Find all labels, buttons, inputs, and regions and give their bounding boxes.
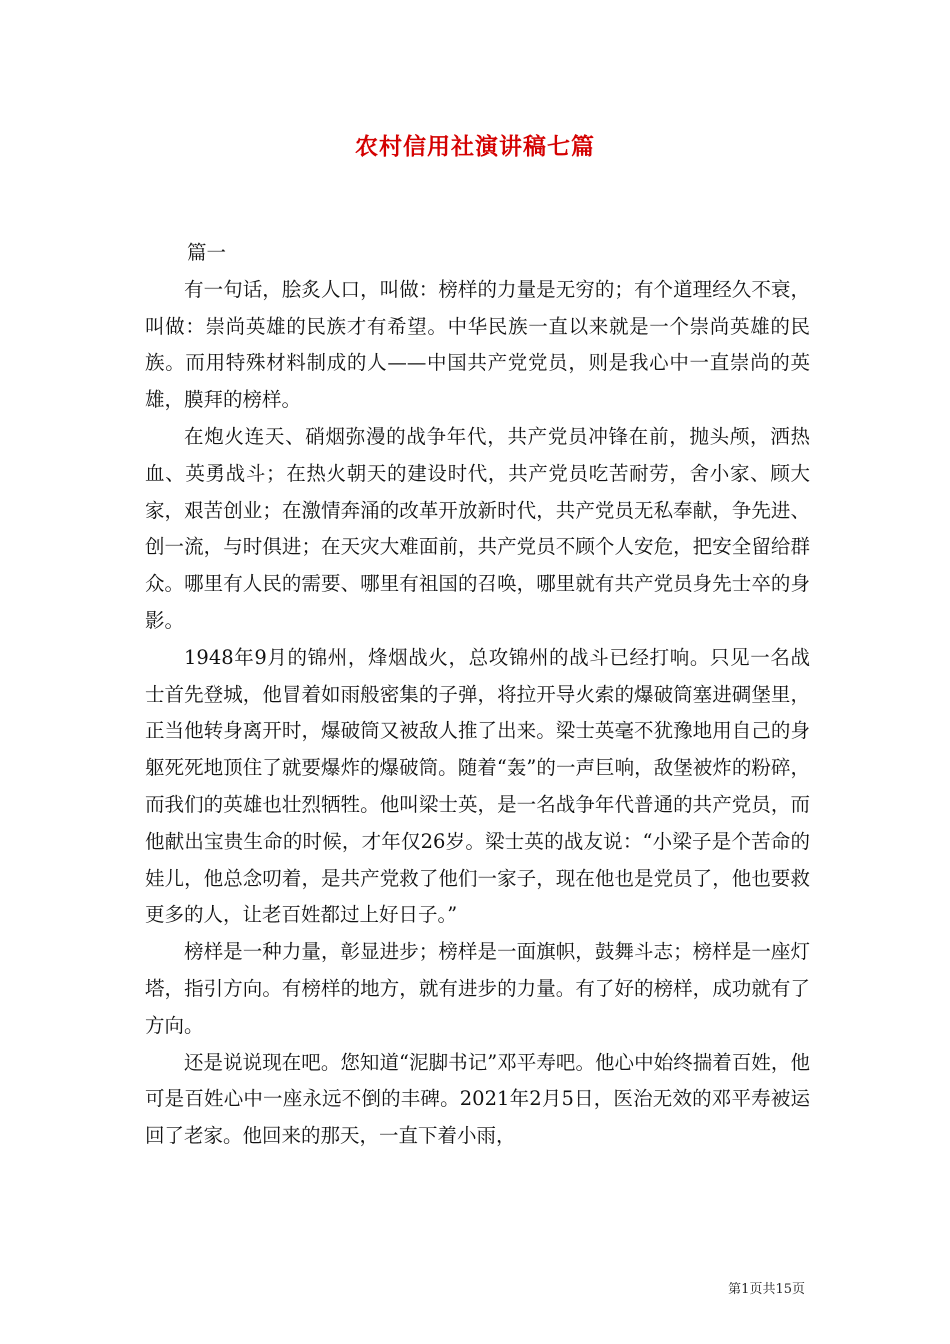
paragraph-5: 还是说说现在吧。您知道“泥脚书记”邓平寿吧。他心中始终揣着百姓，他可是百姓心中一座永远不倒的丰碑。2021年2月5日，医治无效的邓平寿被运回了老家。他回来的那天，一直下着小雨， bbox=[145, 1050, 810, 1148]
paragraph-3: 1948年9月的锦州，烽烟战火，总攻锦州的战斗已经打响。只见一名战士首先登城，他冒着如雨般密集的子弹，将拉开导火索的爆破筒塞进碉堡里，正当他转身离开时，爆破筒又被敌人推了出来。梁士英毫不犹豫地用自己的身躯死死地顶住了就要爆炸的爆破筒。随着“轰”的一声巨响，敌堡被炸的粉碎，而我们的英雄也壮烈牺牲。他叫梁士英，是一名战争年代普通的共产党员，而他献出宝贵生命的时候，才年仅26岁。梁士英的战友说：“小梁子是个苦命的娃儿，他总念叨着，是共产党救了他们一家子，现在他也是党员了，他也要救更多的人，让老百姓都过上好日子。” bbox=[145, 645, 810, 927]
page-number: 第1页共15页 bbox=[728, 1282, 805, 1297]
document-body bbox=[145, 235, 810, 1155]
section-heading: 篇一 bbox=[187, 241, 227, 264]
paragraph-4: 榜样是一种力量，彰显进步；榜样是一面旗帜，鼓舞斗志；榜样是一座灯塔，指引方向。有榜样的地方，就有进步的力量。有了好的榜样，成功就有了方向。 bbox=[145, 940, 810, 1037]
paragraph-1: 有一句话，脍炙人口，叫做：榜样的力量是无穷的；有个道理经久不衰，叫做：崇尚英雄的民族才有希望。中华民族一直以来就是一个崇尚英雄的民族。而用特殊材料制成的人——中国共产党党员，则是我心中一直崇尚的英雄，膜拜的榜样。 bbox=[145, 277, 810, 412]
paragraph-2: 在炮火连天、硝烟弥漫的战争年代，共产党员冲锋在前，抛头颅，洒热血、英勇战斗；在热火朝天的建设时代，共产党员吃苦耐劳，舍小家、顾大家，艰苦创业；在激情奔涌的改革开放新时代，共产党员无私奉献，争先进、创一流，与时俱进；在天灾大难面前，共产党员不顾个人安危，把安全留给群众。哪里有人民的需要、哪里有祖国的召唤，哪里就有共产党员身先士卒的身影。 bbox=[145, 424, 810, 632]
document-title: 农村信用社演讲稿七篇 bbox=[355, 133, 595, 160]
